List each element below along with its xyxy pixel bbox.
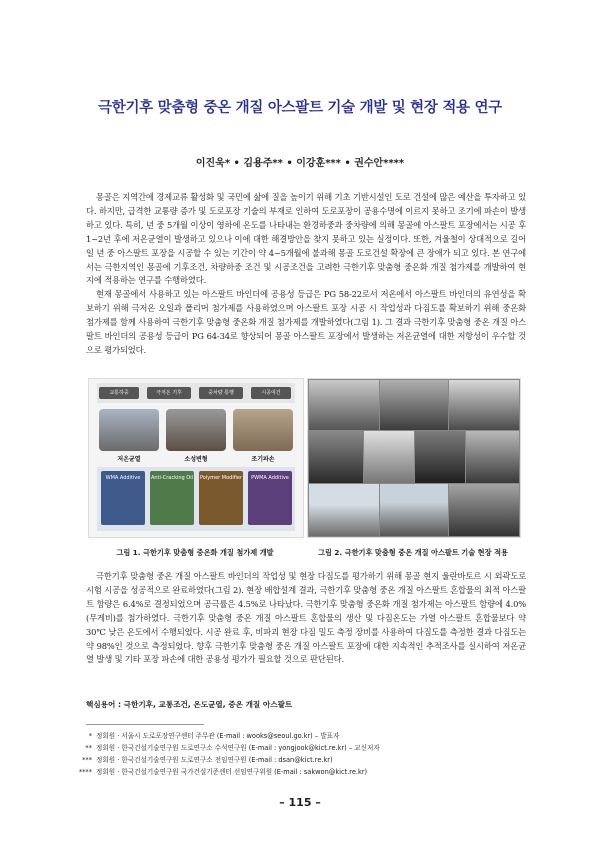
label-extreme-cold: 극저온 기후 xyxy=(147,387,191,399)
figure-2-caption: 그림 2. 극한기후 맞춤형 중온 개질 아스팔트 기술 현장 적용 xyxy=(318,548,508,557)
component-wma: WMA Additive xyxy=(101,471,145,525)
photo-truck xyxy=(449,380,519,430)
photo-sample xyxy=(364,431,414,483)
component-oil: Anti-Cracking Oil xyxy=(150,471,194,525)
footnote: **** 정회원 · 한국건설기술연구원 국가건설기준센터 선임연구위원 (E-mail : sakwon@kict.re.kr) xyxy=(78,768,368,776)
paragraph: 극한기후 맞춤형 중온 개질 아스팔트 바인더의 작업성 및 현장 다짐도를 평가하기 위해 몽골 현지 울란바토르 시 외곽도로 시험 시공을 성공적으로 완료하였다(그림 2). 현장 배합설계 결과, 극한기후 맞춤형 중온 개질 아스팔트 혼합물의 최적 아스팔트 함량은 6.4%로 결정되었으며 공극률은 4.5%로 나타났다. 극한기후 맞춤형 중온화 개질 첨가제는 아스팔트 함량에 4.0%(무게비)를 첨가하였다. 극한기후 맞춤형 중온 개질 아스팔트 혼합물의 생산 및 다짐온도는 가열 아스팔트 혼합물보다 약 30℃ 낮은 온도에서 수행되었다. 시공 완료 후, 비파괴 현장 다짐 밀도 측정 장비를 사용하여 다짐도를 측정한 결과 다짐도는 약 98%인 것으로 측정되었다. 향후 극한기후 맞춤형 중온 개질 아스팔트 포장에 대한 지속적인 추적조사를 실시하여 저온균열 발생 및 기타 포장 파손에 대한 공용성 평가가 필요할 것으로 판단된다. xyxy=(86,571,526,665)
page-number: – 115 – xyxy=(279,796,321,809)
footnote: * 정회원 · 서울시 도로포장연구센터 주무관 (E-mail : wooks@seoul.go.kr) – 발표자 xyxy=(88,732,340,740)
component-pwma: PWMA Additive xyxy=(248,471,292,525)
failure-photo xyxy=(233,409,293,451)
footnotes xyxy=(70,730,540,778)
paragraph: 몽골은 지역간에 경제교류 활성화 및 국민에 삶에 질을 높이기 위해 기초 기반시설인 도로 건설에 많은 예산을 투자하고 있다. 하지만, 급격한 교통량 증가 및 도로포장 기술의 부재로 인하여 도로포장이 공용수명에 이르지 못하고 조기에 파손이 발생하고 있다. 특히, 년 중 5개월 이상이 영하에 온도를 나타내는 환경하중과 중차량에 의해 몽골에 아스팔트 포장에서는 시공 후 1~2년 후에 저온균열이 발생하고 있으나 이에 대한 해결방안을 찾지 못하고 있는 실정이다. 또한, 겨울철이 상대적으로 길어 일 년 중 아스팔트 포장을 시공할 수 있는 기간이 약 4~5개월에 불과해 몽골 도로건설 확장에 큰 장애가 되고 있다. 본 연구에서는 극한지역인 몽골에 기후조건, 차량하중 조건 및 시공조건을 고려한 극한기후 맞춤형 중온화 개질 첨가제를 개발하여 현지에 적용하는 연구를 수행하였다. xyxy=(86,192,526,286)
label-construction: 시공여건 xyxy=(251,387,291,399)
abstract-part1 xyxy=(86,191,526,358)
figure-1-caption: 그림 1. 극한기후 맞춤형 중온화 개질 첨가제 개발 xyxy=(116,548,274,557)
photo-finished-road xyxy=(380,484,448,536)
damage-label: 조기파손 xyxy=(251,456,275,463)
photo-compaction xyxy=(415,431,465,483)
photo-aggregate xyxy=(309,431,363,483)
footnote: *** 정회원 · 한국건설기술연구원 도로연구소 전임연구원 (E-mail : dsan@kict.re.kr) xyxy=(82,756,333,764)
photo-mixer xyxy=(380,380,448,430)
label-traffic-load: 교통하중 xyxy=(99,387,139,399)
keywords: 핵심용어 : 극한기후, 교통조건, 온도균열, 중온 개질 아스팔트 xyxy=(86,700,293,709)
photo-road-hills xyxy=(309,484,379,536)
rutting-photo xyxy=(166,409,226,451)
footnote: ** 정회원 · 한국건설기술연구원 도로연구소 수석연구원 (E-mail : yongjook@kict.re.kr) – 교신저자 xyxy=(85,744,380,752)
damage-label: 소성변형 xyxy=(184,456,208,463)
author-list: 이진욱* • 김용주** • 이강훈*** • 권수안**** xyxy=(195,158,405,169)
component-polymer: Polymer Modifier xyxy=(199,471,243,525)
cracking-photo xyxy=(99,409,159,451)
damage-label: 저온균열 xyxy=(117,456,141,463)
figure-1-diagram xyxy=(88,378,304,538)
label-heavy-vehicle: 중차량 통행 xyxy=(199,387,243,399)
footnote-divider xyxy=(86,724,204,725)
paragraph: 현재 몽골에서 사용하고 있는 아스팔트 바인더에 공용성 등급은 PG 58-22로서 저온에서 아스팔트 바인더의 유연성을 확보하기 위해 극저온 오일과 폴리머 첨가제를 사용하였으며 아스팔트 포장 시공 시 작업성과 다짐도를 확보하기 위해 중온화 첨가제를 함께 사용하여 극한기후 맞춤형 중온화 개질 첨가제를 개발하였다(그림 1). 그 결과 극한기후 맞춤형 중온 개질 아스팔트 바인더의 공용성 등급이 PG 64-34로 향상되어 몽골 아스팔트 포장에서 발생하는 저온균열에 대한 저항성이 우수할 것으로 평가되었다. xyxy=(86,289,526,355)
abstract-part2 xyxy=(86,570,526,667)
photo-plant xyxy=(309,380,379,430)
photo-paver xyxy=(466,431,519,483)
photo-measurement xyxy=(449,484,519,536)
figure-2-photo-collage xyxy=(307,378,521,538)
paper-title: 극한기후 맞춤형 중온 개질 아스팔트 기술 개발 및 현장 적용 연구 xyxy=(98,100,502,116)
